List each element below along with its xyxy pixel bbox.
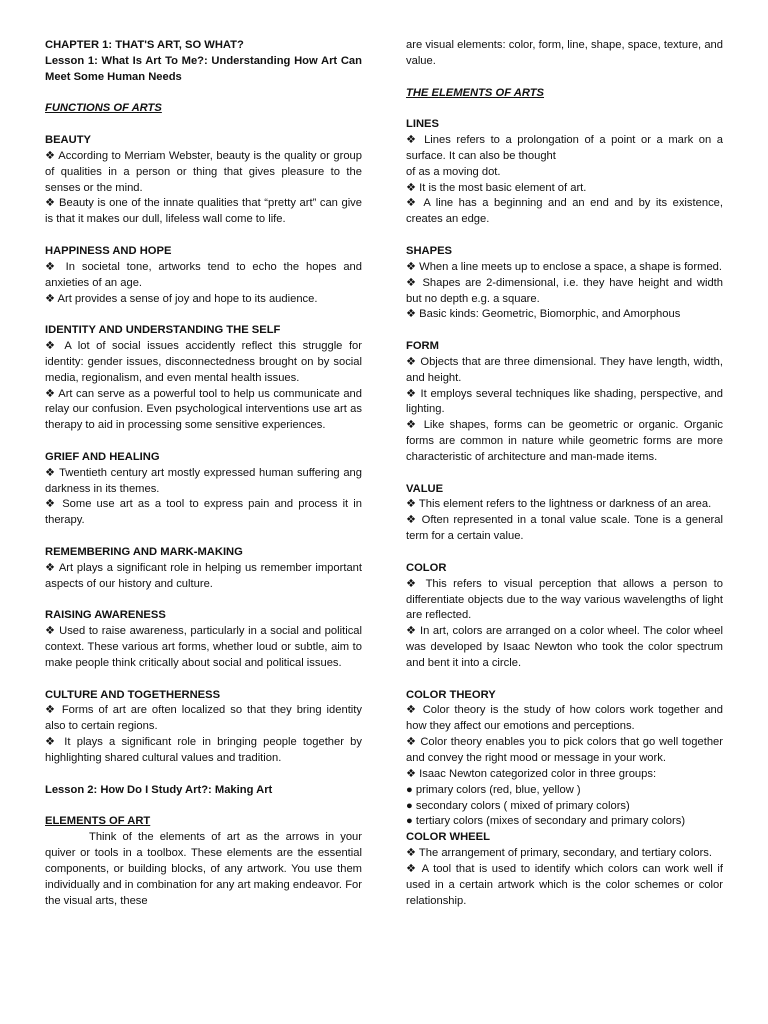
functions-heading: FUNCTIONS OF ARTS [45, 102, 162, 115]
value-p1: ❖ This element refers to the lightness or darkness of an area. [406, 498, 712, 511]
happiness-p2: ❖ Art provides a sense of joy and hope to its audience. [45, 292, 318, 305]
elements-of-art-heading: ELEMENTS OF ART [45, 815, 151, 828]
elements-intro-continued: are visual elements: color, form, line, shape, space, texture, and value. [406, 39, 723, 67]
shapes-p1: ❖ When a line meets up to enclose a space, a shape is formed. [406, 260, 722, 273]
grief-p2: ❖ Some use art as a tool to express pain and process it in therapy. [45, 498, 362, 527]
color-theory-p1: ❖ Color theory is the study of how colors work together and how they affect our emotions and perceptions. [406, 704, 723, 733]
color-theory-bullet-primary: ● primary colors (red, blue, yellow ) [406, 783, 581, 796]
color-theory-p2: ❖ Color theory enables you to pick colors that go well together and convey the right mood or message in your work. [406, 736, 723, 764]
identity-p2: ❖ Art can serve as a powerful tool to help us communicate and relay our confusion. Even psychological interventions use art as therapy to aid in processing some sensitive experiences. [45, 387, 362, 432]
lines-p1: ❖ Lines refers to a prolongation of a point or a mark on a surface. It can also be thought [406, 134, 723, 162]
color-theory-bullet-tertiary: ● tertiary colors (mixes of secondary and primary colors) [406, 815, 686, 828]
grief-p1: ❖ Twentieth century art mostly expressed human suffering ang darkness in its themes. [45, 466, 362, 495]
color-theory-p3: ❖ Isaac Newton categorized color in three groups: [406, 767, 657, 780]
shapes-title: SHAPES [406, 244, 453, 257]
identity-p1: ❖ A lot of social issues accidently reflect this struggle for identity: gender issues, disconnectedness brought on by social media, regionalism, and even mental health issues. [45, 340, 362, 384]
form-title: FORM [406, 340, 439, 353]
the-elements-heading: THE ELEMENTS OF ARTS [406, 86, 544, 99]
culture-title: CULTURE AND TOGETHERNESS [45, 688, 221, 701]
identity-title: IDENTITY AND UNDERSTANDING THE SELF [45, 324, 281, 337]
happiness-p1: ❖ In societal tone, artworks tend to echo the hopes and anxieties of an age. [45, 260, 362, 289]
awareness-p1: ❖ Used to raise awareness, particularly in a social and political context. These various art forms, whether loud or subtle, aim to make people think critically about social and political issues. [45, 625, 362, 669]
remembering-title: REMEMBERING AND MARK-MAKING [45, 546, 243, 558]
color-wheel-p2: ❖ A tool that is used to identify which colors can work well if used in a certain artwork which is the color schemes or color relationship. [406, 862, 723, 907]
shapes-p3: ❖ Basic kinds: Geometric, Biomorphic, and Amorphous [406, 308, 681, 321]
right-column [406, 38, 723, 909]
shapes-p2: ❖ Shapes are 2-dimensional, i.e. they have height and width but no depth e.g. a square. [406, 276, 723, 305]
color-theory-title: COLOR THEORY [406, 688, 496, 701]
color-p1: ❖ This refers to visual perception that allows a person to differentiate objects due to the way various wavelengths of light are reflected. [406, 577, 723, 622]
color-wheel-p1: ❖ The arrangement of primary, secondary, and tertiary colors. [406, 847, 713, 860]
culture-p2: ❖ It plays a significant role in bringing people together by highlighting shared cultural values and tradition. [45, 736, 362, 764]
chapter-title: CHAPTER 1: THAT'S ART, SO WHAT? [45, 39, 244, 51]
beauty-p2: ❖ Beauty is one of the innate qualities that “pretty art” can give is that it makes our dull, lifeless wall come to life. [45, 197, 362, 226]
form-p1: ❖ Objects that are three dimensional. They have length, width, and height. [406, 355, 723, 384]
lines-p2: ❖ It is the most basic element of art. [406, 181, 587, 194]
lesson1-title: Lesson 1: What Is Art To Me?: Understanding How Art Can Meet Some Human Needs [45, 54, 362, 83]
color-title: COLOR [406, 561, 447, 574]
beauty-p1: ❖ According to Merriam Webster, beauty is the quality or group of qualities in a person or thing that gives pleasure to the senses or the mind. [45, 149, 362, 194]
lines-title: LINES [406, 118, 439, 131]
lines-p3: ❖ A line has a beginning and an end and by its existence, creates an edge. [406, 197, 723, 226]
form-p3: ❖ Like shapes, forms can be geometric or organic. Organic forms are common in nature while geometric forms are more characteristic of architecture and man-made items. [406, 419, 723, 463]
lesson2-title: Lesson 2: How Do I Study Art?: Making Art [45, 783, 273, 796]
grief-title: GRIEF AND HEALING [45, 450, 160, 463]
color-theory-bullet-secondary: ● secondary colors ( mixed of primary colors) [406, 799, 630, 812]
color-wheel-title: COLOR WHEEL [406, 831, 490, 844]
culture-p1: ❖ Forms of art are often localized so that they bring identity also to certain regions. [45, 704, 362, 733]
awareness-title: RAISING AWARENESS [45, 609, 166, 622]
left-column [45, 38, 362, 909]
elements-intro: Think of the elements of art as the arrows in your quiver or tools in a toolbox. These elements are the essential components, or building blocks, of any artwork. You use them individually and in combination for any art making endeavor. For the visual arts, these [45, 831, 362, 907]
value-title: VALUE [406, 482, 444, 495]
remembering-p1: ❖ Art plays a significant role in helping us remember important aspects of our history and culture. [45, 561, 362, 590]
value-p2: ❖ Often represented in a tonal value scale. Tone is a general term for a certain value. [406, 514, 723, 543]
beauty-title: BEAUTY [45, 134, 91, 147]
form-p2: ❖ It employs several techniques like shading, perspective, and lighting. [406, 387, 723, 416]
lines-p1b: of as a moving dot. [406, 165, 501, 178]
happiness-title: HAPPINESS AND HOPE [45, 244, 172, 257]
color-p2: ❖ In art, colors are arranged on a color wheel. The color wheel was developed by Isaac Newton who took the color spectrum and bent it into a circle. [406, 625, 723, 669]
